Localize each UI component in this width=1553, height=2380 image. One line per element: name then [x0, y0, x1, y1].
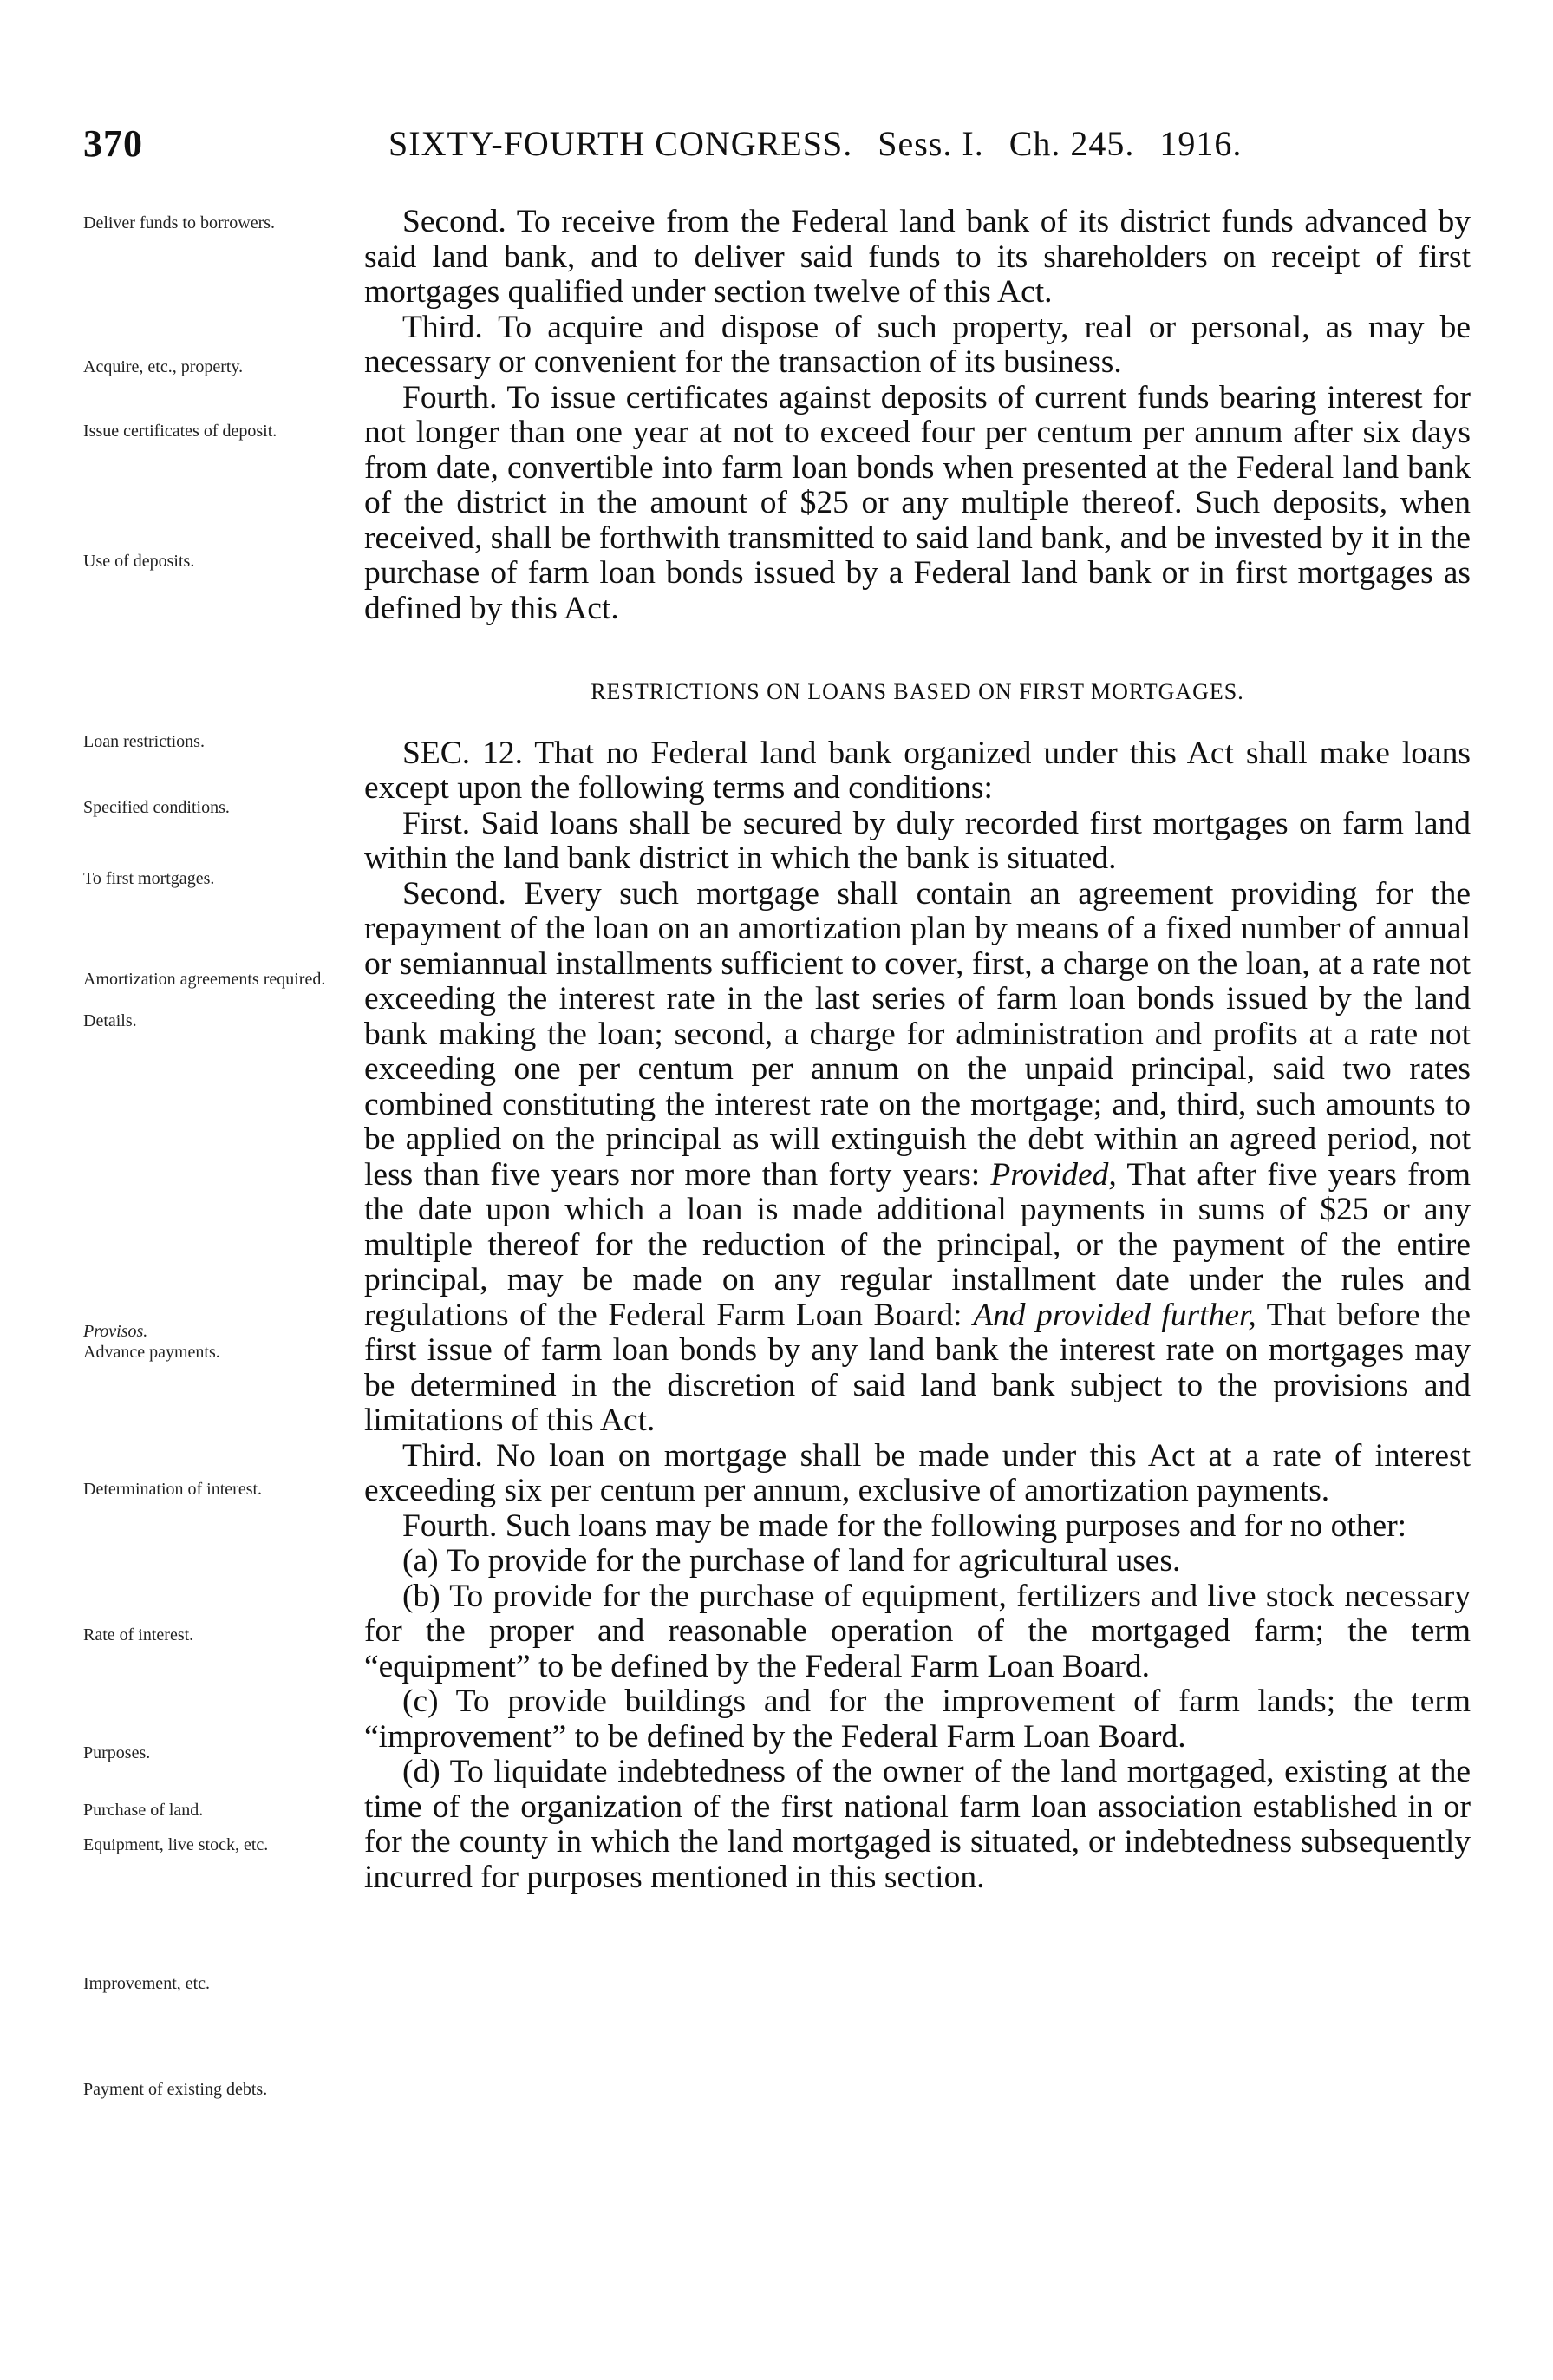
condition-second-text-b: That after five years from the date upon which a loan is made additional payments in sums of $25 or any multiple thereof for the reduction of the principal, or the payment of the entire principal, may be made on any regular installment date under the rules and regulations of the Federal Farm Loan Board:	[364, 1156, 1471, 1333]
paragraph-third: Third. To acquire and dispose of such property, real or personal, as may be necessary or convenient for the transaction of its business.	[364, 309, 1471, 380]
chapter-label: Ch. 245.	[1008, 124, 1135, 163]
page-number: 370	[83, 122, 143, 165]
condition-first: First. Said loans shall be secured by duly recorded first mortgages on farm land within the land bank district in which the bank is situated.	[364, 805, 1471, 876]
margin-note: Rate of interest.	[83, 1625, 194, 1644]
margin-note: Details.	[83, 1011, 137, 1030]
running-title	[388, 123, 1242, 164]
condition-fourth: Fourth. Such loans may be made for the following purposes and for no other:	[402, 1507, 1407, 1544]
margin-note: Determination of interest.	[83, 1480, 263, 1499]
paragraph-second: Second. To receive from the Federal land bank of its district funds advanced by said land bank, and to deliver said funds to its shareholders on receipt of first mortgages qualified under section twelve of this Act.	[364, 204, 1471, 310]
margin-note: Acquire, etc., property.	[83, 357, 244, 376]
section-heading: RESTRICTIONS ON LOANS BASED ON FIRST MORTGAGES.	[591, 679, 1244, 704]
margin-note: Provisos.	[83, 1322, 148, 1341]
margin-note: Issue certificates of deposit.	[83, 422, 277, 441]
congress-title: SIXTY-FOURTH CONGRESS.	[388, 124, 853, 163]
purpose-d: (d) To liquidate indebtedness of the owner of the land mortgaged, existing at the time of the organization of the first national farm loan association established in or for the county in which the land mortgaged is situated, or indebtedness subsequently incurred for purposes mentioned in this section.	[364, 1754, 1471, 1895]
section-12-intro: SEC. 12. That no Federal land bank organized under this Act shall make loans except upon the following terms and conditions:	[364, 735, 1471, 806]
year-label: 1916.	[1159, 124, 1243, 163]
paragraph-fourth: Fourth. To issue certificates against deposits of current funds bearing interest for not longer than one year at not to exceed four per centum per annum after six days from date, convertible into farm loan bonds when presented at the Federal land bank of the district in the amount of $25 or any multiple thereof. Such deposits, when received, shall be forthwith transmitted to said land bank, and be invested by it in the purchase of farm loan bonds issued by a Federal land bank or in first mortgages as defined by this Act.	[364, 379, 1471, 626]
condition-second-text-c: That before the first issue of farm loan bonds by any land bank the interest rate on mortgages may be determined in the discretion of said land bank subject to the provisions and limitations of this Act.	[364, 1297, 1471, 1438]
condition-second-text-a: Second. Every such mortgage shall contain an agreement providing for the repayment of the loan on an amortization plan by means of a fixed number of annual or semiannual installments sufficient to cover, first, a charge on the loan, at a rate not exceeding the interest rate in the last series of farm loan bonds issued by the land bank making the loan; second, a charge for administration and profits at a rate not exceeding one per centum per annum on the unpaid principal, said two rates combined constituting the interest rate on the mortgage; and, third, such amounts to be applied on the principal as will extinguish the debt within an agreed period, not less than five years nor more than forty years:	[364, 875, 1471, 1193]
purpose-c: (c) To provide buildings and for the improvement of farm lands; the term “improvement” to be defined by the Federal Farm Loan Board.	[364, 1684, 1471, 1755]
margin-note: Loan restrictions.	[83, 732, 205, 751]
margin-note: Purposes.	[83, 1743, 151, 1762]
purpose-b: (b) To provide for the purchase of equipment, fertilizers and live stock necessary for the proper and reasonable operation of the mortgaged farm; the term “equipment” to be defined by the Federal Farm Loan Board.	[364, 1578, 1471, 1684]
margin-note: Equipment, live stock, etc.	[83, 1835, 269, 1854]
margin-note: Deliver funds to borrowers.	[83, 213, 276, 232]
margin-note: Payment of existing debts.	[83, 2080, 268, 2099]
page-header	[83, 121, 1488, 177]
purpose-a: (a) To provide for the purchase of land for agricultural uses.	[402, 1543, 1181, 1579]
margin-note: Improvement, etc.	[83, 1974, 211, 1993]
statute-text	[364, 205, 1471, 1895]
condition-second	[364, 877, 1471, 1439]
condition-third: Third. No loan on mortgage shall be made under this Act at a rate of interest exceeding six per centum per annum, exclusive of amortization payments.	[364, 1437, 1471, 1508]
proviso-provided: Provided,	[990, 1156, 1117, 1193]
proviso-provided-further: And provided further,	[973, 1297, 1256, 1333]
session-label: Sess. I.	[878, 124, 984, 163]
margin-note: Use of deposits.	[83, 552, 195, 571]
margin-note: Specified conditions.	[83, 798, 230, 817]
margin-note: Amortization agreements required.	[83, 970, 326, 989]
margin-note: To first mortgages.	[83, 869, 215, 888]
margin-note: Purchase of land.	[83, 1801, 204, 1820]
margin-note: Advance payments.	[83, 1343, 220, 1362]
